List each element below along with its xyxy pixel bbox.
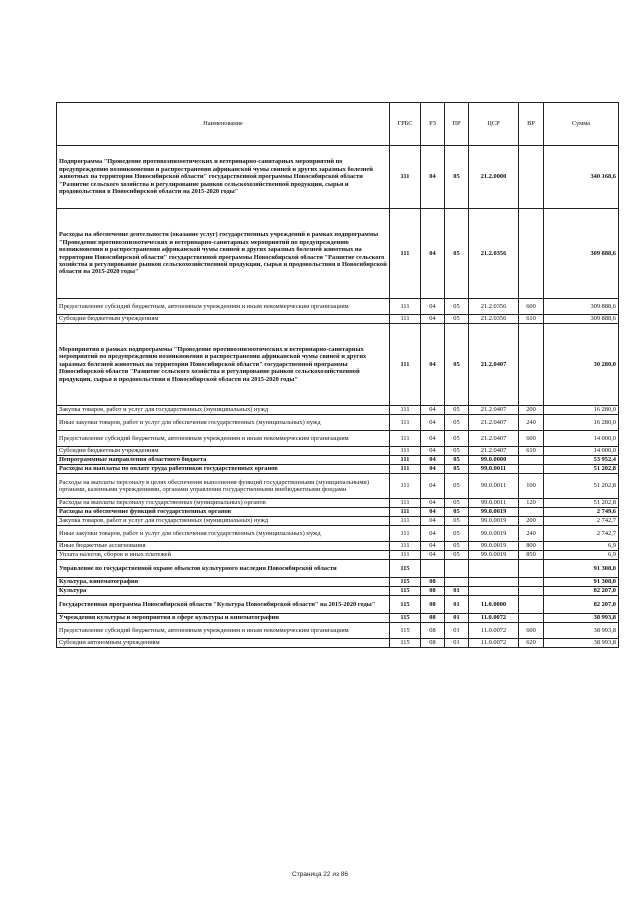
- cell-grbs: 111: [390, 431, 421, 447]
- cell-name: Закупка товаров, работ и услуг для государственных (муниципальных) нужд: [57, 406, 390, 415]
- cell-pr: 05: [445, 526, 469, 542]
- cell-grbs: 115: [390, 614, 421, 623]
- cell-name: Субсидии автономным учреждениям: [57, 639, 390, 648]
- cell-rz: 04: [421, 324, 445, 406]
- cell-grbs: 111: [390, 406, 421, 415]
- cell-grbs: 115: [390, 578, 421, 587]
- cell-grbs: 111: [390, 324, 421, 406]
- cell-vr: [519, 508, 544, 517]
- cell-grbs: 111: [390, 551, 421, 560]
- cell-rz: 04: [421, 551, 445, 560]
- table-body: [57, 146, 619, 648]
- header-sum: Сумма: [544, 103, 619, 146]
- cell-pr: 05: [445, 456, 469, 465]
- cell-name: Предоставление субсидий бюджетным, автономным учреждениям и иным некоммерческим организациям: [57, 299, 390, 315]
- cell-vr: [519, 614, 544, 623]
- table-row: [57, 517, 619, 526]
- cell-grbs: 111: [390, 474, 421, 499]
- cell-sum: 91 308,0: [544, 578, 619, 587]
- cell-sum: 51 202,8: [544, 474, 619, 499]
- cell-vr: 240: [519, 526, 544, 542]
- cell-name: Подпрограмма "Проведение противоэпизоотических и ветеринарно-санитарных мероприятий по предупреждению возникновения и распространения африканской чумы свиней и других заразных болезней животных на территории Новосибирской области" государственной программы Новосибирской области "Развитие сельского хозяйства и регулирование рынков сельскохозяйственной продукции, сырья и продовольствия в Новосибирской области на 2015-2020 годы": [57, 146, 390, 209]
- cell-vr: [519, 146, 544, 209]
- cell-name: Расходы на обеспечение деятельности (оказание услуг) государственных учреждений в рамках подпрограммы "Проведение противоэпизоотических и ветеринарно-санитарных мероприятий по предупреждению возникновения и распространения африканской чумы свиней и других заразных болезней животных на территории Новосибирской области" государственной программы Новосибирской области "Развитие сельского хозяйства и регулирование рынков сельскохозяйственной продукции, сырья и продовольствия в Новосибирской области на 2015-2020 годы": [57, 209, 390, 299]
- cell-sum: 14 000,0: [544, 431, 619, 447]
- cell-rz: 04: [421, 431, 445, 447]
- table-row: [57, 447, 619, 456]
- cell-sum: 30 280,0: [544, 324, 619, 406]
- cell-csr: 21.2.0000: [469, 146, 519, 209]
- header-rz: РЗ: [421, 103, 445, 146]
- cell-grbs: 111: [390, 415, 421, 431]
- cell-csr: 99.0.0011: [469, 465, 519, 474]
- cell-csr: [469, 587, 519, 596]
- cell-csr: 99.0.0019: [469, 542, 519, 551]
- cell-pr: 05: [445, 406, 469, 415]
- cell-pr: 05: [445, 499, 469, 508]
- cell-name: Культура: [57, 587, 390, 596]
- cell-sum: 340 168,6: [544, 146, 619, 209]
- table-row: [57, 209, 619, 299]
- cell-sum: 6,9: [544, 551, 619, 560]
- table-row: [57, 639, 619, 648]
- cell-grbs: 111: [390, 517, 421, 526]
- cell-csr: 11.0.0072: [469, 639, 519, 648]
- cell-vr: 610: [519, 447, 544, 456]
- page-number: Страница 22 из 86: [292, 871, 348, 878]
- cell-csr: 99.0.0000: [469, 456, 519, 465]
- header-pr: ПР: [445, 103, 469, 146]
- cell-rz: 04: [421, 465, 445, 474]
- cell-vr: [519, 560, 544, 578]
- cell-name: Предоставление субсидий бюджетным, автономным учреждениям и иным некоммерческим организациям: [57, 623, 390, 639]
- cell-csr: 99.0.0019: [469, 551, 519, 560]
- table-row: [57, 526, 619, 542]
- cell-rz: 04: [421, 542, 445, 551]
- cell-sum: 82 207,0: [544, 587, 619, 596]
- cell-grbs: 111: [390, 542, 421, 551]
- cell-grbs: 115: [390, 623, 421, 639]
- table-row: [57, 578, 619, 587]
- cell-grbs: 115: [390, 560, 421, 578]
- cell-rz: 04: [421, 315, 445, 324]
- cell-grbs: 115: [390, 596, 421, 614]
- table-row: [57, 499, 619, 508]
- cell-grbs: 111: [390, 465, 421, 474]
- cell-vr: [519, 578, 544, 587]
- cell-sum: 38 993,8: [544, 614, 619, 623]
- cell-sum: 51 202,8: [544, 465, 619, 474]
- cell-rz: 08: [421, 623, 445, 639]
- cell-csr: 21.2.0356: [469, 315, 519, 324]
- cell-vr: [519, 465, 544, 474]
- cell-sum: 2 742,7: [544, 517, 619, 526]
- cell-rz: 04: [421, 526, 445, 542]
- cell-grbs: 111: [390, 146, 421, 209]
- cell-csr: 21.2.0407: [469, 447, 519, 456]
- cell-csr: 21.2.0407: [469, 406, 519, 415]
- cell-rz: 04: [421, 299, 445, 315]
- header-vr: ВР: [519, 103, 544, 146]
- cell-name: Уплата налогов, сборов и иных платежей: [57, 551, 390, 560]
- cell-name: Иные бюджетные ассигнования: [57, 542, 390, 551]
- cell-sum: 309 888,6: [544, 209, 619, 299]
- cell-csr: 11.0.0072: [469, 614, 519, 623]
- cell-pr: 05: [445, 465, 469, 474]
- cell-vr: [519, 587, 544, 596]
- cell-csr: 99.0.0019: [469, 526, 519, 542]
- cell-pr: 05: [445, 431, 469, 447]
- cell-name: Расходы на обеспечение функций государственных органов: [57, 508, 390, 517]
- cell-sum: 53 952,4: [544, 456, 619, 465]
- cell-grbs: 115: [390, 587, 421, 596]
- cell-vr: 120: [519, 499, 544, 508]
- cell-rz: 04: [421, 146, 445, 209]
- cell-grbs: 111: [390, 499, 421, 508]
- cell-rz: 04: [421, 508, 445, 517]
- cell-pr: 05: [445, 415, 469, 431]
- cell-pr: 05: [445, 209, 469, 299]
- cell-name: Субсидии бюджетным учреждениям: [57, 315, 390, 324]
- cell-name: Непрограммные направления областного бюджета: [57, 456, 390, 465]
- cell-sum: 82 207,0: [544, 596, 619, 614]
- cell-name: Иные закупки товаров, работ и услуг для обеспечения государственных (муниципальных) нужд: [57, 526, 390, 542]
- cell-csr: 99.0.0019: [469, 508, 519, 517]
- cell-vr: 600: [519, 623, 544, 639]
- cell-pr: 01: [445, 614, 469, 623]
- cell-rz: 04: [421, 447, 445, 456]
- cell-pr: 01: [445, 639, 469, 648]
- cell-rz: 04: [421, 415, 445, 431]
- cell-sum: 14 000,0: [544, 447, 619, 456]
- cell-vr: [519, 596, 544, 614]
- cell-vr: 200: [519, 406, 544, 415]
- table-row: [57, 299, 619, 315]
- cell-csr: 21.2.0407: [469, 415, 519, 431]
- cell-pr: 05: [445, 146, 469, 209]
- cell-vr: [519, 324, 544, 406]
- table-row: [57, 542, 619, 551]
- cell-sum: 16 280,0: [544, 415, 619, 431]
- cell-sum: 91 308,0: [544, 560, 619, 578]
- table-row: [57, 406, 619, 415]
- cell-pr: 01: [445, 587, 469, 596]
- cell-name: Расходы на выплаты персоналу в целях обеспечения выполнения функций государственными (муниципальными) органами, казенными учреждениями, органами управления государственными внебюджетными фондами: [57, 474, 390, 499]
- cell-sum: 6,9: [544, 542, 619, 551]
- cell-name: Предоставление субсидий бюджетным, автономным учреждениям и иным некоммерческим организациям: [57, 431, 390, 447]
- cell-csr: [469, 560, 519, 578]
- cell-pr: 01: [445, 596, 469, 614]
- table-row: [57, 474, 619, 499]
- cell-vr: 600: [519, 299, 544, 315]
- cell-vr: 800: [519, 542, 544, 551]
- cell-sum: 38 993,8: [544, 639, 619, 648]
- cell-rz: 08: [421, 578, 445, 587]
- cell-vr: 610: [519, 315, 544, 324]
- cell-rz: 04: [421, 456, 445, 465]
- table-row: [57, 324, 619, 406]
- cell-pr: 05: [445, 324, 469, 406]
- cell-grbs: 111: [390, 526, 421, 542]
- header-name: Наименование: [57, 103, 390, 146]
- cell-csr: 21.2.0407: [469, 431, 519, 447]
- table-row: [57, 614, 619, 623]
- cell-sum: 2 742,7: [544, 526, 619, 542]
- cell-grbs: 115: [390, 639, 421, 648]
- cell-vr: 620: [519, 639, 544, 648]
- cell-grbs: 111: [390, 456, 421, 465]
- table-row: [57, 465, 619, 474]
- cell-grbs: 111: [390, 508, 421, 517]
- cell-sum: 309 888,6: [544, 299, 619, 315]
- cell-name: Расходы на выплаты персоналу государственных (муниципальных) органов: [57, 499, 390, 508]
- table-row: [57, 623, 619, 639]
- cell-name: Расходы на выплаты по оплате труда работников государственных органов: [57, 465, 390, 474]
- cell-sum: 16 280,0: [544, 406, 619, 415]
- cell-vr: [519, 456, 544, 465]
- header-csr: ЦСР: [469, 103, 519, 146]
- table-row: [57, 560, 619, 578]
- cell-csr: [469, 578, 519, 587]
- cell-sum: 38 993,8: [544, 623, 619, 639]
- cell-sum: 2 749,6: [544, 508, 619, 517]
- cell-sum: 309 888,6: [544, 315, 619, 324]
- cell-name: Управление по государственной охране объектов культурного наследия Новосибирской области: [57, 560, 390, 578]
- table-row: [57, 456, 619, 465]
- cell-pr: [445, 578, 469, 587]
- cell-name: Мероприятия в рамках подпрограммы "Проведение противоэпизоотических и ветеринарно-санитарных мероприятий по предупреждению возникновения и распространения африканской чумы свиней и других заразных болезней животных на территории Новосибирской области" государственной программы Новосибирской области "Развитие сельского хозяйства и регулирование рынков сельскохозяйственной продукции, сырья и продовольствия в Новосибирской области на 2015-2020 годы": [57, 324, 390, 406]
- cell-name: Учреждения культуры и мероприятия в сфере культуры и кинематографии: [57, 614, 390, 623]
- cell-csr: 21.2.0407: [469, 324, 519, 406]
- cell-pr: 05: [445, 315, 469, 324]
- cell-pr: 05: [445, 551, 469, 560]
- cell-vr: [519, 209, 544, 299]
- cell-name: Культура, кинематография: [57, 578, 390, 587]
- cell-vr: 850: [519, 551, 544, 560]
- cell-csr: 11.0.0072: [469, 623, 519, 639]
- budget-table: [56, 102, 619, 648]
- cell-vr: 600: [519, 431, 544, 447]
- cell-csr: 21.2.0356: [469, 209, 519, 299]
- table-header-row: [57, 103, 619, 146]
- table-row: [57, 415, 619, 431]
- cell-vr: 200: [519, 517, 544, 526]
- cell-rz: [421, 560, 445, 578]
- cell-rz: 04: [421, 209, 445, 299]
- cell-pr: 01: [445, 623, 469, 639]
- table-row: [57, 551, 619, 560]
- cell-pr: 05: [445, 474, 469, 499]
- cell-pr: 05: [445, 542, 469, 551]
- cell-vr: 100: [519, 474, 544, 499]
- cell-csr: 11.0.0000: [469, 596, 519, 614]
- cell-vr: 240: [519, 415, 544, 431]
- cell-pr: 05: [445, 508, 469, 517]
- cell-csr: 99.0.0011: [469, 474, 519, 499]
- cell-pr: 05: [445, 299, 469, 315]
- cell-rz: 04: [421, 499, 445, 508]
- cell-grbs: 111: [390, 209, 421, 299]
- cell-name: Субсидии бюджетным учреждениям: [57, 447, 390, 456]
- table-row: [57, 431, 619, 447]
- cell-csr: 99.0.0019: [469, 517, 519, 526]
- cell-pr: 05: [445, 447, 469, 456]
- cell-sum: 51 202,8: [544, 499, 619, 508]
- cell-rz: 04: [421, 517, 445, 526]
- table-row: [57, 315, 619, 324]
- header-grbs: ГРБС: [390, 103, 421, 146]
- cell-rz: 08: [421, 587, 445, 596]
- cell-grbs: 111: [390, 315, 421, 324]
- cell-rz: 08: [421, 639, 445, 648]
- cell-rz: 04: [421, 474, 445, 499]
- cell-pr: 05: [445, 517, 469, 526]
- table-row: [57, 596, 619, 614]
- cell-grbs: 111: [390, 447, 421, 456]
- table-row: [57, 587, 619, 596]
- cell-pr: [445, 560, 469, 578]
- cell-name: Иные закупки товаров, работ и услуг для обеспечения государственных (муниципальных) нужд: [57, 415, 390, 431]
- cell-csr: 99.0.0011: [469, 499, 519, 508]
- cell-name: Закупка товаров, работ и услуг для государственных (муниципальных) нужд: [57, 517, 390, 526]
- cell-name: Государственная программа Новосибирской области "Культура Новосибирской области" на 2015-2020 годы": [57, 596, 390, 614]
- table-row: [57, 508, 619, 517]
- cell-grbs: 111: [390, 299, 421, 315]
- cell-rz: 08: [421, 596, 445, 614]
- table-row: [57, 146, 619, 209]
- cell-rz: 08: [421, 614, 445, 623]
- cell-csr: 21.2.0356: [469, 299, 519, 315]
- cell-rz: 04: [421, 406, 445, 415]
